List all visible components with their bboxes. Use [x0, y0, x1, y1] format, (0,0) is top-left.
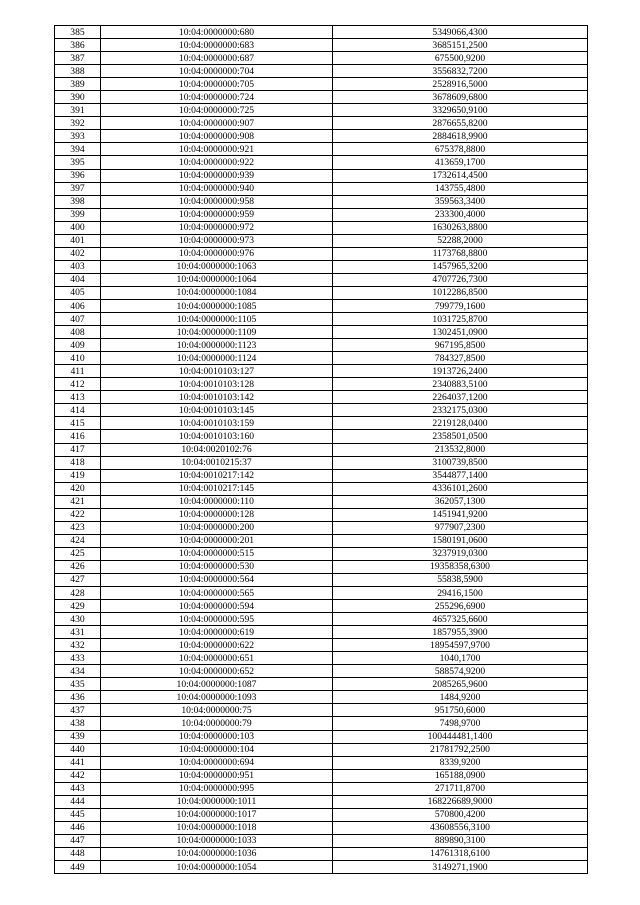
value-cell: 43608556,3100: [333, 821, 588, 834]
value-cell: 359563,3400: [333, 195, 588, 208]
value-cell: 55838,5900: [333, 573, 588, 586]
value-cell: 21781792,2500: [333, 743, 588, 756]
cadastral-number-cell: 10:04:0000000:201: [101, 534, 333, 547]
value-cell: 255296,6900: [333, 600, 588, 613]
value-cell: 168226689,9000: [333, 795, 588, 808]
row-number-cell: 427: [55, 573, 101, 586]
table-row: [55, 417, 588, 430]
table-row: [55, 730, 588, 743]
table-row: [55, 782, 588, 795]
row-number-cell: 447: [55, 834, 101, 847]
row-number-cell: 410: [55, 352, 101, 365]
cadastral-number-cell: 10:04:0000000:1017: [101, 808, 333, 821]
value-cell: 3329650,9100: [333, 104, 588, 117]
table-row: [55, 117, 588, 130]
value-cell: 3685151,2500: [333, 39, 588, 52]
table-row: [55, 299, 588, 312]
row-number-cell: 426: [55, 560, 101, 573]
table-row: [55, 691, 588, 704]
table-row: [55, 600, 588, 613]
row-number-cell: 444: [55, 795, 101, 808]
row-number-cell: 393: [55, 130, 101, 143]
value-cell: 1040,1700: [333, 652, 588, 665]
table-row: [55, 508, 588, 521]
value-cell: 14761318,6100: [333, 847, 588, 860]
value-cell: 413659,1700: [333, 156, 588, 169]
row-number-cell: 402: [55, 247, 101, 260]
table-row: [55, 847, 588, 860]
cadastral-number-cell: 10:04:0000000:976: [101, 247, 333, 260]
row-number-cell: 413: [55, 391, 101, 404]
cadastral-number-cell: 10:04:0000000:704: [101, 65, 333, 78]
cadastral-number-cell: 10:04:0000000:595: [101, 613, 333, 626]
value-cell: 143755,4800: [333, 182, 588, 195]
table-row: [55, 156, 588, 169]
row-number-cell: 423: [55, 521, 101, 534]
value-cell: 362057,1300: [333, 495, 588, 508]
value-cell: 3544877,1400: [333, 469, 588, 482]
cadastral-number-cell: 10:04:0000000:683: [101, 39, 333, 52]
row-number-cell: 433: [55, 652, 101, 665]
table-row: [55, 834, 588, 847]
cadastral-number-cell: 10:04:0010103:128: [101, 378, 333, 391]
cadastral-number-cell: 10:04:0000000:908: [101, 130, 333, 143]
table-row: [55, 313, 588, 326]
row-number-cell: 404: [55, 273, 101, 286]
row-number-cell: 440: [55, 743, 101, 756]
value-cell: 29416,1500: [333, 587, 588, 600]
row-number-cell: 386: [55, 39, 101, 52]
value-cell: 1012286,8500: [333, 286, 588, 299]
cadastral-number-cell: 10:04:0000000:1109: [101, 326, 333, 339]
table-row: [55, 326, 588, 339]
cadastral-number-cell: 10:04:0000000:1011: [101, 795, 333, 808]
row-number-cell: 448: [55, 847, 101, 860]
value-cell: 1857955,3900: [333, 626, 588, 639]
cadastral-number-cell: 10:04:0000000:128: [101, 508, 333, 521]
value-cell: 675378,8800: [333, 143, 588, 156]
cadastral-number-cell: 10:04:0010103:160: [101, 430, 333, 443]
row-number-cell: 396: [55, 169, 101, 182]
row-number-cell: 432: [55, 639, 101, 652]
row-number-cell: 418: [55, 456, 101, 469]
table-row: [55, 613, 588, 626]
row-number-cell: 428: [55, 587, 101, 600]
cadastral-number-cell: 10:04:0000000:907: [101, 117, 333, 130]
value-cell: 889890,3100: [333, 834, 588, 847]
cadastral-number-cell: 10:04:0000000:110: [101, 495, 333, 508]
row-number-cell: 391: [55, 104, 101, 117]
value-cell: 3556832,7200: [333, 65, 588, 78]
row-number-cell: 437: [55, 704, 101, 717]
value-cell: 1630263,8800: [333, 221, 588, 234]
value-cell: 2528916,5000: [333, 78, 588, 91]
value-cell: 3100739,8500: [333, 456, 588, 469]
cadastral-number-cell: 10:04:0000000:200: [101, 521, 333, 534]
row-number-cell: 397: [55, 182, 101, 195]
cadastral-number-cell: 10:04:0000000:75: [101, 704, 333, 717]
table-row: [55, 821, 588, 834]
row-number-cell: 421: [55, 495, 101, 508]
cadastral-number-cell: 10:04:0000000:1124: [101, 352, 333, 365]
cadastral-number-cell: 10:04:0000000:958: [101, 195, 333, 208]
cadastral-number-cell: 10:04:0010103:142: [101, 391, 333, 404]
value-cell: 4657325,6600: [333, 613, 588, 626]
table-row: [55, 286, 588, 299]
cadastral-number-cell: 10:04:0000000:680: [101, 26, 333, 39]
row-number-cell: 439: [55, 730, 101, 743]
table-row: [55, 443, 588, 456]
row-number-cell: 398: [55, 195, 101, 208]
value-cell: 2332175,0300: [333, 404, 588, 417]
table-row: [55, 169, 588, 182]
row-number-cell: 405: [55, 286, 101, 299]
value-cell: 2219128,0400: [333, 417, 588, 430]
row-number-cell: 441: [55, 756, 101, 769]
table-row: [55, 378, 588, 391]
value-cell: 7498,9700: [333, 717, 588, 730]
cadastral-number-cell: 10:04:0000000:921: [101, 143, 333, 156]
value-cell: 1451941,9200: [333, 508, 588, 521]
row-number-cell: 406: [55, 299, 101, 312]
row-number-cell: 388: [55, 65, 101, 78]
row-number-cell: 420: [55, 482, 101, 495]
value-cell: 233300,4000: [333, 208, 588, 221]
cadastral-number-cell: 10:04:0000000:104: [101, 743, 333, 756]
row-number-cell: 415: [55, 417, 101, 430]
table-row: [55, 91, 588, 104]
cadastral-number-cell: 10:04:0000000:951: [101, 769, 333, 782]
value-cell: 2884618,9900: [333, 130, 588, 143]
cadastral-value-table: [54, 25, 588, 874]
value-cell: 1484,9200: [333, 691, 588, 704]
row-number-cell: 392: [55, 117, 101, 130]
cadastral-number-cell: 10:04:0000000:724: [101, 91, 333, 104]
row-number-cell: 417: [55, 443, 101, 456]
cadastral-number-cell: 10:04:0000000:1054: [101, 861, 333, 874]
cadastral-number-cell: 10:04:0010215:37: [101, 456, 333, 469]
value-cell: 271711,8700: [333, 782, 588, 795]
table-row: [55, 456, 588, 469]
value-cell: 19358358,6300: [333, 560, 588, 573]
table-row: [55, 65, 588, 78]
value-cell: 1173768,8800: [333, 247, 588, 260]
table-row: [55, 743, 588, 756]
cadastral-number-cell: 10:04:0000000:939: [101, 169, 333, 182]
table-row: [55, 39, 588, 52]
value-cell: 1302451,0900: [333, 326, 588, 339]
table-row: [55, 808, 588, 821]
cadastral-number-cell: 10:04:0000000:564: [101, 573, 333, 586]
row-number-cell: 449: [55, 861, 101, 874]
row-number-cell: 411: [55, 365, 101, 378]
cadastral-number-cell: 10:04:0000000:995: [101, 782, 333, 795]
cadastral-number-cell: 10:04:0000000:1084: [101, 286, 333, 299]
row-number-cell: 425: [55, 547, 101, 560]
value-cell: 588574,9200: [333, 665, 588, 678]
table-row: [55, 247, 588, 260]
row-number-cell: 419: [55, 469, 101, 482]
value-cell: 1580191,0600: [333, 534, 588, 547]
cadastral-number-cell: 10:04:0000000:1093: [101, 691, 333, 704]
table-row: [55, 273, 588, 286]
table-row: [55, 208, 588, 221]
row-number-cell: 401: [55, 234, 101, 247]
cadastral-number-cell: 10:04:0000000:1085: [101, 299, 333, 312]
value-cell: 52288,2000: [333, 234, 588, 247]
value-cell: 4336101,2600: [333, 482, 588, 495]
table-row: [55, 130, 588, 143]
table-row: [55, 534, 588, 547]
row-number-cell: 407: [55, 313, 101, 326]
cadastral-number-cell: 10:04:0000000:1064: [101, 273, 333, 286]
cadastral-number-cell: 10:04:0010103:159: [101, 417, 333, 430]
cadastral-number-cell: 10:04:0000000:705: [101, 78, 333, 91]
table-row: [55, 769, 588, 782]
value-cell: 213532,8000: [333, 443, 588, 456]
cadastral-number-cell: 10:04:0000000:594: [101, 600, 333, 613]
row-number-cell: 387: [55, 52, 101, 65]
cadastral-number-cell: 10:04:0000000:725: [101, 104, 333, 117]
row-number-cell: 409: [55, 339, 101, 352]
value-cell: 3678609,6800: [333, 91, 588, 104]
table-row: [55, 78, 588, 91]
cadastral-number-cell: 10:04:0010103:127: [101, 365, 333, 378]
table-row: [55, 143, 588, 156]
cadastral-number-cell: 10:04:0000000:1063: [101, 260, 333, 273]
row-number-cell: 442: [55, 769, 101, 782]
value-cell: 2876655,8200: [333, 117, 588, 130]
value-cell: 675500,9200: [333, 52, 588, 65]
row-number-cell: 446: [55, 821, 101, 834]
cadastral-number-cell: 10:04:0000000:652: [101, 665, 333, 678]
table-row: [55, 639, 588, 652]
cadastral-number-cell: 10:04:0000000:1087: [101, 678, 333, 691]
table-row: [55, 404, 588, 417]
cadastral-number-cell: 10:04:0000000:79: [101, 717, 333, 730]
cadastral-number-cell: 10:04:0000000:651: [101, 652, 333, 665]
cadastral-number-cell: 10:04:0000000:103: [101, 730, 333, 743]
cadastral-number-cell: 10:04:0000000:565: [101, 587, 333, 600]
value-cell: 3237919,0300: [333, 547, 588, 560]
table-row: [55, 560, 588, 573]
cadastral-number-cell: 10:04:0000000:619: [101, 626, 333, 639]
table-row: [55, 861, 588, 874]
value-cell: 2264037,1200: [333, 391, 588, 404]
cadastral-number-cell: 10:04:0000000:530: [101, 560, 333, 573]
value-cell: 165188,0900: [333, 769, 588, 782]
row-number-cell: 399: [55, 208, 101, 221]
table-row: [55, 469, 588, 482]
value-cell: 3149271,1900: [333, 861, 588, 874]
table-row: [55, 195, 588, 208]
table-row: [55, 678, 588, 691]
row-number-cell: 443: [55, 782, 101, 795]
row-number-cell: 424: [55, 534, 101, 547]
table-row: [55, 52, 588, 65]
table-row: [55, 626, 588, 639]
cadastral-number-cell: 10:04:0010217:142: [101, 469, 333, 482]
table-row: [55, 717, 588, 730]
table-row: [55, 182, 588, 195]
table-row: [55, 221, 588, 234]
value-cell: 1732614,4500: [333, 169, 588, 182]
table-row: [55, 352, 588, 365]
row-number-cell: 431: [55, 626, 101, 639]
value-cell: 977907,2300: [333, 521, 588, 534]
value-cell: 2358501,0500: [333, 430, 588, 443]
row-number-cell: 408: [55, 326, 101, 339]
cadastral-number-cell: 10:04:0000000:694: [101, 756, 333, 769]
table-row: [55, 665, 588, 678]
cadastral-number-cell: 10:04:0000000:1018: [101, 821, 333, 834]
table-row: [55, 391, 588, 404]
value-cell: 570800,4200: [333, 808, 588, 821]
value-cell: 951750,6000: [333, 704, 588, 717]
row-number-cell: 403: [55, 260, 101, 273]
cadastral-number-cell: 10:04:0000000:515: [101, 547, 333, 560]
table-row: [55, 521, 588, 534]
row-number-cell: 412: [55, 378, 101, 391]
row-number-cell: 429: [55, 600, 101, 613]
value-cell: 8339,9200: [333, 756, 588, 769]
value-cell: 1031725,8700: [333, 313, 588, 326]
table-row: [55, 365, 588, 378]
row-number-cell: 390: [55, 91, 101, 104]
value-cell: 4707726,7300: [333, 273, 588, 286]
cadastral-number-cell: 10:04:0000000:972: [101, 221, 333, 234]
value-cell: 2085265,9600: [333, 678, 588, 691]
row-number-cell: 395: [55, 156, 101, 169]
cadastral-number-cell: 10:04:0000000:1105: [101, 313, 333, 326]
cadastral-number-cell: 10:04:0020102:76: [101, 443, 333, 456]
table-row: [55, 652, 588, 665]
value-cell: 2340883,5100: [333, 378, 588, 391]
row-number-cell: 430: [55, 613, 101, 626]
table-row: [55, 573, 588, 586]
value-cell: 1913726,2400: [333, 365, 588, 378]
row-number-cell: 394: [55, 143, 101, 156]
row-number-cell: 436: [55, 691, 101, 704]
cadastral-number-cell: 10:04:0000000:973: [101, 234, 333, 247]
row-number-cell: 385: [55, 26, 101, 39]
table-row: [55, 704, 588, 717]
row-number-cell: 414: [55, 404, 101, 417]
value-cell: 799779,1600: [333, 299, 588, 312]
table-row: [55, 339, 588, 352]
value-cell: 784327,8500: [333, 352, 588, 365]
value-cell: 5349066,4300: [333, 26, 588, 39]
cadastral-number-cell: 10:04:0000000:1036: [101, 847, 333, 860]
table-row: [55, 547, 588, 560]
table-row: [55, 104, 588, 117]
table-row: [55, 234, 588, 247]
row-number-cell: 389: [55, 78, 101, 91]
table-row: [55, 260, 588, 273]
row-number-cell: 400: [55, 221, 101, 234]
cadastral-number-cell: 10:04:0000000:687: [101, 52, 333, 65]
table-row: [55, 795, 588, 808]
value-cell: 18954597,9700: [333, 639, 588, 652]
value-cell: 100444481,1400: [333, 730, 588, 743]
row-number-cell: 434: [55, 665, 101, 678]
table-row: [55, 430, 588, 443]
cadastral-number-cell: 10:04:0010103:145: [101, 404, 333, 417]
cadastral-number-cell: 10:04:0000000:959: [101, 208, 333, 221]
cadastral-number-cell: 10:04:0000000:922: [101, 156, 333, 169]
cadastral-number-cell: 10:04:0000000:1033: [101, 834, 333, 847]
value-cell: 967195,8500: [333, 339, 588, 352]
cadastral-number-cell: 10:04:0000000:940: [101, 182, 333, 195]
table-body: [55, 26, 588, 874]
value-cell: 1457965,3200: [333, 260, 588, 273]
table-row: [55, 587, 588, 600]
table-row: [55, 495, 588, 508]
row-number-cell: 445: [55, 808, 101, 821]
table-row: [55, 482, 588, 495]
cadastral-number-cell: 10:04:0000000:622: [101, 639, 333, 652]
row-number-cell: 422: [55, 508, 101, 521]
row-number-cell: 416: [55, 430, 101, 443]
row-number-cell: 438: [55, 717, 101, 730]
table-row: [55, 26, 588, 39]
table-row: [55, 756, 588, 769]
cadastral-number-cell: 10:04:0000000:1123: [101, 339, 333, 352]
cadastral-number-cell: 10:04:0010217:145: [101, 482, 333, 495]
row-number-cell: 435: [55, 678, 101, 691]
